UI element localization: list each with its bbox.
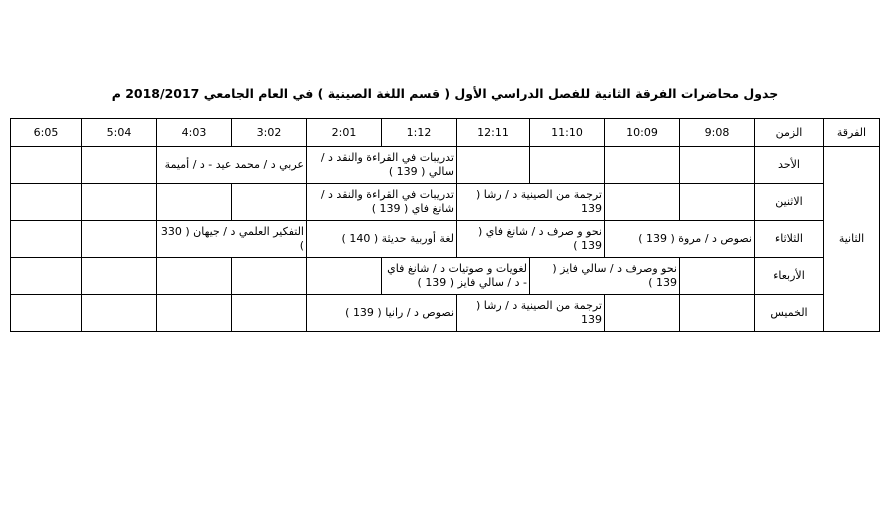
empty-cell xyxy=(82,147,157,184)
lecture-cell: عربي د / محمد عيد - د / أميمة xyxy=(157,147,307,184)
empty-cell xyxy=(11,295,82,332)
empty-cell xyxy=(605,295,680,332)
lecture-cell: التفكير العلمي د / جيهان ( 330 ) xyxy=(157,221,307,258)
empty-cell xyxy=(605,184,680,221)
empty-cell xyxy=(157,184,232,221)
header-row xyxy=(11,119,880,147)
header-time: الزمن xyxy=(755,119,824,147)
empty-cell xyxy=(232,184,307,221)
page-title: جدول محاضرات الفرقة الثانية للفصل الدراسي الأول ( قسم اللغة الصينية ) في العام الجامعي 2018/2017 م xyxy=(111,86,779,101)
day-label: الأربعاء xyxy=(755,258,824,295)
schedule-table xyxy=(10,118,880,332)
row-sunday xyxy=(11,147,880,184)
lecture-cell: نصوص د / مروة ( 139 ) xyxy=(605,221,755,258)
empty-cell xyxy=(157,258,232,295)
empty-cell xyxy=(232,258,307,295)
lecture-cell: نحو وصرف د / سالي فايز ( 139 ) xyxy=(530,258,680,295)
row-tuesday xyxy=(11,221,880,258)
empty-cell xyxy=(232,295,307,332)
lecture-cell: لغة أوربية حديثة ( 140 ) xyxy=(307,221,457,258)
empty-cell xyxy=(307,258,382,295)
header-slot: 1:12 xyxy=(382,119,457,147)
empty-cell xyxy=(680,184,755,221)
empty-cell xyxy=(11,258,82,295)
empty-cell xyxy=(82,184,157,221)
empty-cell xyxy=(530,147,605,184)
empty-cell xyxy=(11,184,82,221)
empty-cell xyxy=(680,258,755,295)
group-cell: الثانية xyxy=(824,147,880,332)
day-label: الخميس xyxy=(755,295,824,332)
header-slot: 5:04 xyxy=(82,119,157,147)
lecture-cell: تدريبات في القراءة والنقد د / سالي ( 139 ) xyxy=(307,147,457,184)
row-wednesday xyxy=(11,258,880,295)
row-thursday xyxy=(11,295,880,332)
empty-cell xyxy=(157,295,232,332)
empty-cell xyxy=(680,147,755,184)
day-label: الاثنين xyxy=(755,184,824,221)
empty-cell xyxy=(11,147,82,184)
lecture-cell: ترجمة من الصينية د / رشا ( 139 xyxy=(457,295,605,332)
day-label: الثلاثاء xyxy=(755,221,824,258)
empty-cell xyxy=(82,258,157,295)
header-group: الفرقة xyxy=(824,119,880,147)
row-monday xyxy=(11,184,880,221)
lecture-cell: ترجمة من الصينية د / رشا ( 139 xyxy=(457,184,605,221)
lecture-cell: نصوص د / رانيا ( 139 ) xyxy=(307,295,457,332)
header-slot: 6:05 xyxy=(11,119,82,147)
lecture-cell: نحو و صرف د / شانغ فاي ( 139 ) xyxy=(457,221,605,258)
empty-cell xyxy=(11,221,82,258)
empty-cell xyxy=(457,147,530,184)
empty-cell xyxy=(82,295,157,332)
lecture-cell: تدريبات في القراءة والنقد د / شانغ فاي ( 139 ) xyxy=(307,184,457,221)
header-slot: 3:02 xyxy=(232,119,307,147)
header-slot: 12:11 xyxy=(457,119,530,147)
header-slot: 4:03 xyxy=(157,119,232,147)
header-slot: 10:09 xyxy=(605,119,680,147)
header-slot: 11:10 xyxy=(530,119,605,147)
lecture-cell: لغويات و صوتيات د / شانغ فاي - د / سالي فايز ( 139 ) xyxy=(382,258,530,295)
empty-cell xyxy=(82,221,157,258)
day-label: الأحد xyxy=(755,147,824,184)
empty-cell xyxy=(605,147,680,184)
header-slot: 2:01 xyxy=(307,119,382,147)
header-slot: 9:08 xyxy=(680,119,755,147)
empty-cell xyxy=(680,295,755,332)
